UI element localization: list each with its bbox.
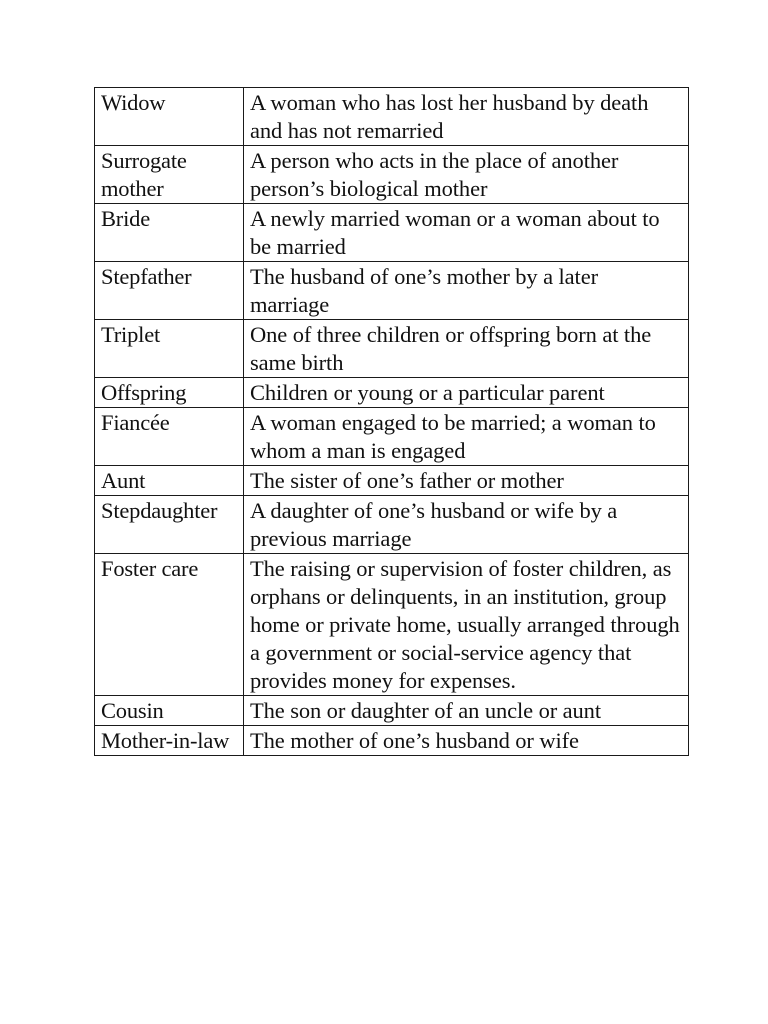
table-row [95, 204, 689, 262]
definition-cell: The son or daughter of an uncle or aunt [244, 696, 689, 726]
table-row [95, 726, 689, 756]
term-cell: Triplet [95, 320, 244, 378]
table-row [95, 554, 689, 696]
table-row [95, 696, 689, 726]
term-cell: Mother-in-law [95, 726, 244, 756]
table-row [95, 146, 689, 204]
definition-cell: A daughter of one’s husband or wife by a previous marriage [244, 496, 689, 554]
definition-cell: A person who acts in the place of another person’s biological mother [244, 146, 689, 204]
term-cell: Fiancée [95, 408, 244, 466]
glossary-table [94, 87, 689, 756]
table-row [95, 378, 689, 408]
table-row [95, 496, 689, 554]
definition-cell: Children or young or a particular parent [244, 378, 689, 408]
table-row [95, 466, 689, 496]
term-cell: Foster care [95, 554, 244, 696]
term-cell: Surrogate mother [95, 146, 244, 204]
definition-cell: The mother of one’s husband or wife [244, 726, 689, 756]
term-cell: Widow [95, 88, 244, 146]
term-cell: Aunt [95, 466, 244, 496]
term-cell: Offspring [95, 378, 244, 408]
term-cell: Cousin [95, 696, 244, 726]
table-row [95, 262, 689, 320]
definition-cell: The husband of one’s mother by a later marriage [244, 262, 689, 320]
term-cell: Bride [95, 204, 244, 262]
definition-cell: A newly married woman or a woman about to be married [244, 204, 689, 262]
definition-cell: A woman who has lost her husband by death and has not remarried [244, 88, 689, 146]
definition-cell: A woman engaged to be married; a woman to whom a man is engaged [244, 408, 689, 466]
term-cell: Stepdaughter [95, 496, 244, 554]
table-row [95, 408, 689, 466]
definition-cell: One of three children or offspring born at the same birth [244, 320, 689, 378]
definition-cell: The raising or supervision of foster children, as orphans or delinquents, in an institution, group home or private home, usually arranged through a government or social-service agency that provides money for expenses. [244, 554, 689, 696]
table-row [95, 88, 689, 146]
term-cell: Stepfather [95, 262, 244, 320]
table-row [95, 320, 689, 378]
definition-cell: The sister of one’s father or mother [244, 466, 689, 496]
